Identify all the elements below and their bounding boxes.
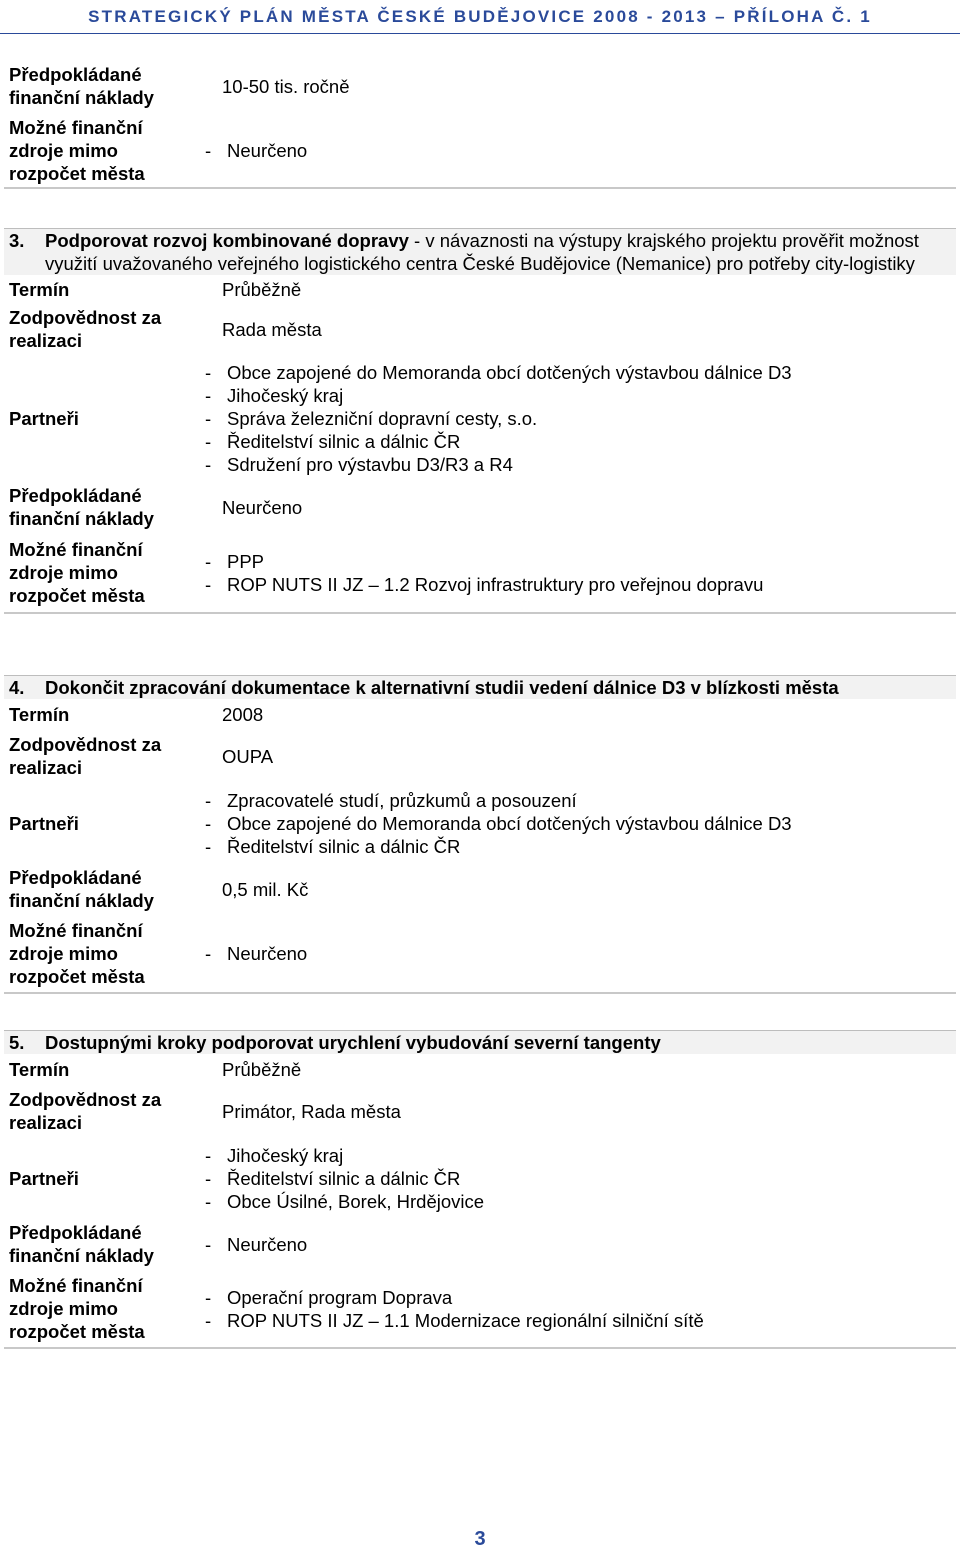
list-item: - Neurčeno <box>205 140 308 161</box>
section-3-title: 3. Podporovat rozvoj kombinované dopravy - v návaznosti na výstupy krajského projektu prověřit možnost využití uvažovaného veřejného logistického centra České Budějovice (Nemanice) pro potřeby city-logistiky <box>4 229 956 276</box>
list-item: - Ředitelství silnic a dálnic ČR <box>205 835 461 857</box>
list-item: - Jihočeský kraj <box>205 384 344 406</box>
zodpovednost-value: Primátor, Rada města <box>222 1100 401 1122</box>
list-item: - Ředitelství silnic a dálnic ČR <box>205 1167 461 1189</box>
list-item: - Jihočeský kraj <box>205 1144 344 1166</box>
naklady-value: 10-50 tis. ročně <box>222 75 350 97</box>
zdroje-list <box>184 1270 956 1348</box>
termin-value: Průběžně <box>222 1058 302 1080</box>
list-item: - Zpracovatelé studí, průzkumů a posouzení <box>205 789 577 811</box>
naklady-list <box>184 1218 956 1270</box>
partneri-label: Partneři <box>9 812 79 834</box>
naklady-label: Předpokládané finanční náklady <box>9 867 154 911</box>
list-item: - Obce zapojené do Memoranda obcí dotčených výstavbou dálnice D3 <box>205 361 792 383</box>
list-item: - Sdružení pro výstavbu D3/R3 a R4 <box>205 453 513 475</box>
page-header: STRATEGICKÝ PLÁN MĚSTA ČESKÉ BUDĚJOVICE 2008 - 2013 – PŘÍLOHA Č. 1 <box>88 7 872 26</box>
list-item: - Obce zapojené do Memoranda obcí dotčených výstavbou dálnice D3 <box>205 812 792 834</box>
header-rule <box>0 33 960 34</box>
termin-value: Průběžně <box>222 278 302 300</box>
list-item: - Správa železniční dopravní cesty, s.o. <box>205 407 538 429</box>
zodpovednost-label: Zodpovědnost za realizaci <box>9 734 162 778</box>
termin-label: Termín <box>9 278 70 300</box>
partneri-list <box>184 783 956 863</box>
list-item: - Obce Úsilné, Borek, Hrdějovice <box>205 1190 485 1212</box>
list-item: - Neurčeno <box>205 1233 308 1255</box>
page-number: 3 <box>474 1528 486 1550</box>
section-4-table <box>4 675 956 994</box>
naklady-label: Předpokládané finanční náklady <box>9 64 154 108</box>
naklady-value: 0,5 mil. Kč <box>222 878 309 900</box>
section-5-title: 5. Dostupnými kroky podporovat urychlení vybudování severní tangenty <box>4 1031 956 1055</box>
termin-label: Termín <box>9 1058 70 1080</box>
zdroje-label: Možné finanční zdroje mimo rozpočet města <box>4 533 184 613</box>
zdroje-list <box>184 533 956 613</box>
list-item: - Operační program Doprava <box>205 1286 453 1308</box>
zdroje-label: Možné finanční zdroje mimo rozpočet města <box>4 114 184 188</box>
partneri-label: Partneři <box>9 407 79 429</box>
section-4-title: 4. Dokončit zpracování dokumentace k alternativní studii vedení dálnice D3 v blízkosti města <box>4 676 956 700</box>
naklady-label: Předpokládané finanční náklady <box>9 485 154 529</box>
list-item: - Ředitelství silnic a dálnic ČR <box>205 430 461 452</box>
zdroje-list <box>184 114 956 188</box>
zodpovednost-value: Rada města <box>222 318 322 340</box>
partneri-label: Partneři <box>9 1167 79 1189</box>
partneri-list <box>184 1138 956 1218</box>
list-item: - ROP NUTS II JZ – 1.1 Modernizace regionální silniční sítě <box>205 1309 704 1331</box>
list-item: - ROP NUTS II JZ – 1.2 Rozvoj infrastruktury pro veřejnou dopravu <box>205 573 764 595</box>
zdroje-label: Možné finanční zdroje mimo rozpočet města <box>4 915 184 993</box>
partneri-list <box>184 355 956 481</box>
zdroje-list <box>184 915 956 993</box>
section-top-table <box>4 58 956 189</box>
zodpovednost-value: OUPA <box>222 745 274 767</box>
termin-label: Termín <box>9 703 70 725</box>
naklady-label: Předpokládané finanční náklady <box>9 1222 154 1266</box>
list-item: - PPP <box>205 550 265 572</box>
zdroje-label: Možné finanční zdroje mimo rozpočet města <box>4 1270 184 1348</box>
zodpovednost-label: Zodpovědnost za realizaci <box>9 307 162 351</box>
zodpovednost-label: Zodpovědnost za realizaci <box>9 1089 162 1133</box>
list-item: - Neurčeno <box>205 943 308 964</box>
section-3-table <box>4 228 956 614</box>
termin-value: 2008 <box>222 703 264 725</box>
section-5-table <box>4 1030 956 1349</box>
naklady-value: Neurčeno <box>222 496 303 518</box>
